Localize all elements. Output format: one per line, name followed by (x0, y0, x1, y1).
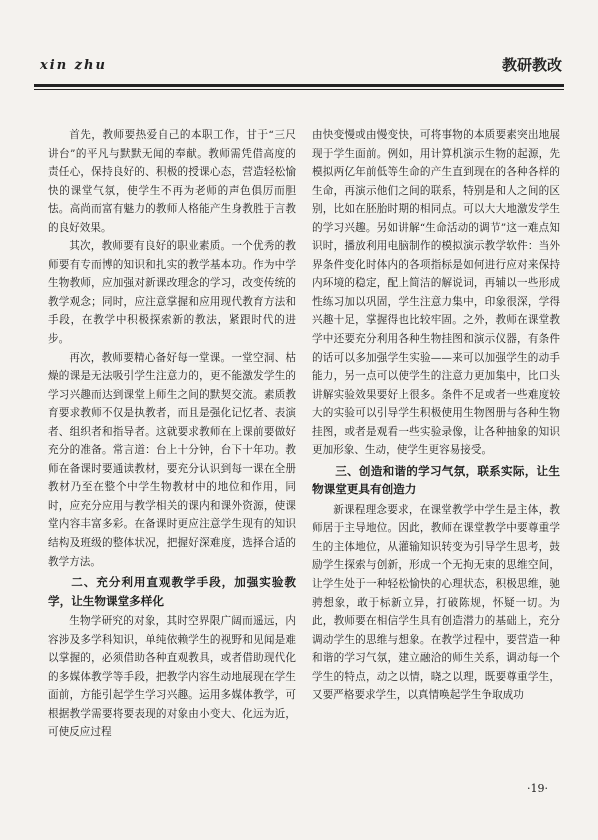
header-section-title: 教研教改 (501, 56, 562, 74)
section-heading-2: 二、充分利用直观教学手段，加强实验教学，让生物课堂多样化 (48, 575, 296, 608)
paragraph-lesson-prep: 再次，教师要精心备好每一堂课。一堂空洞、枯燥的课是无法吸引学生注意力的，更不能激发学生的学习兴趣而达到课堂上师生之间的默契交流。素质教育要求教师不仅是执教者，而且是强化记忆者、表演者、组织者和指导者。这就要求教师在上课前要做好充分的准备。常言道：台上十分钟，台下十年功。教师在备课时要通读教材，要充分认识到每一课在全册教材乃至在整个中学生物教材中的地位和作用，同时，应充分应用与教学相关的课内和课外资源，使课堂内容丰富多彩。在备课时更应注意学生现有的知识结构及班级的整体状况，把握好深难度，选择合适的教学方法。 (48, 351, 296, 568)
right-column (312, 126, 560, 705)
paragraph-love-work: 首先，教师要热爱自己的本职工作，甘于“三尺讲台”的平凡与默默无闻的奉献。教师需凭借高度的责任心，保持良好的、积极的授课心态，营造轻松愉快的课堂气氛，使学生不再为老师的声色俱厉而胆怯。高尚而富有魅力的教师人格能产生身教胜于言教的良好效果。 (48, 129, 296, 234)
left-column (48, 126, 296, 742)
header-rule-thick (34, 84, 564, 87)
header-pinyin-title: xin zhu (40, 58, 107, 73)
page-header (34, 50, 564, 82)
header-rule-thin (34, 89, 564, 90)
section-heading-3: 三、创造和谐的学习气氛，联系实际，让生物课堂更具有创造力 (312, 463, 560, 497)
paragraph-professional-quality: 其次，教师要有良好的职业素质。一个优秀的教师要有专而博的知识和扎实的教学基本功。作为中学生物教师，应加强对新课改理念的学习，改变传统的教学观念；同时，应注意掌握和应用现代教育方法和手段，在教学中积极探索新的教法，紧跟时代的进步。 (48, 240, 296, 346)
paragraph-visual-teaching-cont: 由快变慢或由慢变快，可将事物的本质要素突出地展现于学生面前。例如，用计算机演示生物的起源，先模拟两亿年前低等生命的产生直到现在的各种各样的生命，再演示他们之间的联系，特别是和人之间的区别，比如在胚胎时期的相同点。可以大大地激发学生的学习兴趣。另如讲解“生命活动的调节”这一难点知识时，播放利用电脑制作的模拟演示教学软件：当外界条件变化时体内的各项指标是如何进行应对来保持内环境的稳定，配上简洁的解说词，再辅以一些形成性练习加以巩固，学生注意力集中，印象很深，学得兴趣十足，掌握得也比较牢固。之外，教师在课堂教学中还要充分利用各种生物挂图和演示仪器，有条件的话可以多加强学生实验——来可以加强学生的动手能力，另一点可以使学生的注意力更加集中，比口头讲解实验效果要好上很多。条件不足或者一些难度较大的实验可以引导学生积极使用生物图册与各种生物挂图，或者是观看一些实验录像，让各种抽象的知识更加形象、生动，使学生更容易接受。 (312, 129, 560, 457)
page-number: ·19· (527, 782, 548, 795)
paragraph-visual-teaching: 生物学研究的对象，其时空界限广阔而遥远，内容涉及多学科知识，单纯依赖学生的视野和见闻是难以掌握的，必须借助各种直观教具，或者借助现代化的多媒体教学等手段，把教学内容生动地展现在学生面前，方能引起学生学习兴趣。运用多媒体教学，可根据教学需要将要表现的对象由小变大、化远为近，可使反应过程 (48, 615, 296, 739)
paragraph-harmonious-atmosphere: 新课程理念要求，在课堂教学中学生是主体，教师居于主导地位。因此，教师在课堂教学中要尊重学生的主体地位，从灌输知识转变为引导学生思考，鼓励学生探索与创新，形成一个无拘无束的思维空间，让学生处于一种轻松愉快的心理状态，积极思维，驰骋想象，敢于标新立异，打破陈规，怀疑一切。为此，教师要在相信学生具有创造潜力的基础上，充分调动学生的思维与想象。在教学过程中，要营造一种和谐的学习气氛，建立融洽的师生关系，调动每一个学生的特点，动之以情，晓之以理，既要尊重学生，又要严格要求学生，以真情唤起学生争取成功 (312, 503, 560, 702)
